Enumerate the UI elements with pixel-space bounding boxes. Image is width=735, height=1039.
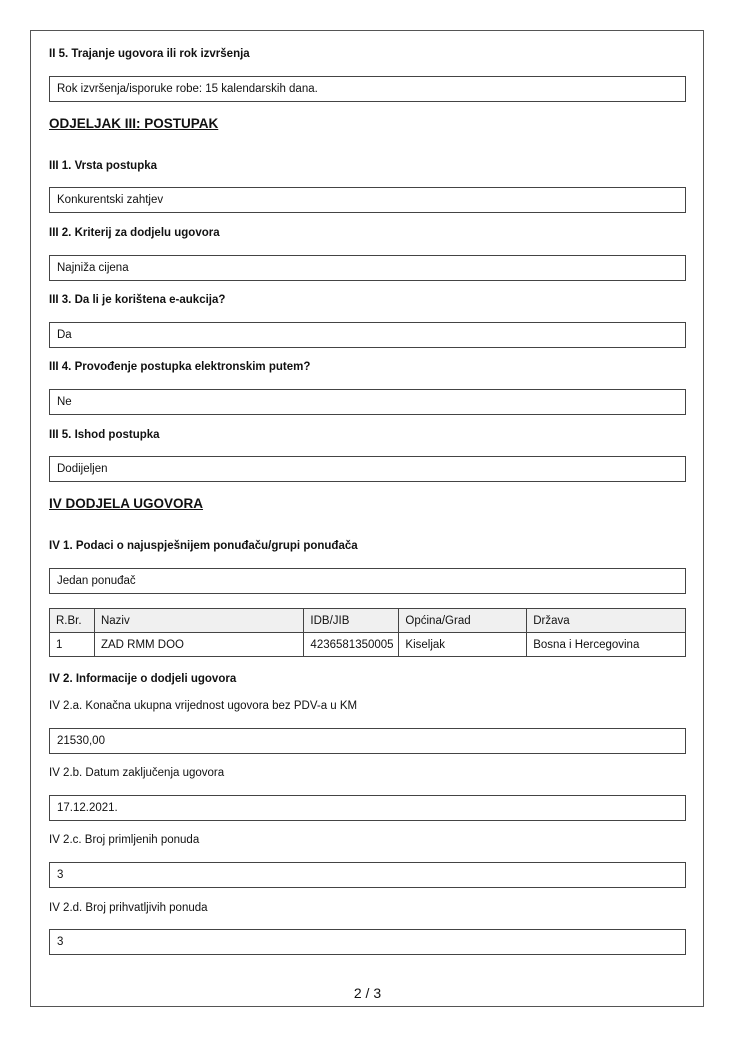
field-electronic: Ne <box>49 389 686 415</box>
table-cell: Kiseljak <box>399 633 527 657</box>
heading-award-criterion: III 2. Kriterij za dodjelu ugovora <box>49 227 220 239</box>
field-outcome: Dodijeljen <box>49 456 686 482</box>
heading-outcome: III 5. Ishod postupka <box>49 429 160 441</box>
section-title-award: IV DODJELA UGOVORA <box>49 496 204 511</box>
heading-electronic: III 4. Provođenje postupka elektronskim putem? <box>49 361 311 373</box>
table-header-cell: R.Br. <box>50 609 95 633</box>
table-cell: 1 <box>50 633 95 657</box>
heading-bidder: IV 1. Podaci o najuspješnijem ponuđaču/grupi ponuđača <box>49 540 358 552</box>
table-header-cell: Država <box>527 609 686 633</box>
table-header-cell: Naziv <box>94 609 303 633</box>
heading-procedure-type: III 1. Vrsta postupka <box>49 160 158 172</box>
field-award-criterion: Najniža cijena <box>49 255 686 281</box>
page-border <box>30 30 704 1007</box>
section-title-procedure: ODJELJAK III: POSTUPAK <box>49 116 219 131</box>
field-acceptable-bids: 3 <box>49 929 686 955</box>
heading-duration: II 5. Trajanje ugovora ili rok izvršenja <box>49 48 250 60</box>
page-number: 2 / 3 <box>353 985 382 1001</box>
table-row <box>50 633 686 657</box>
table-header-cell: IDB/JIB <box>304 609 399 633</box>
heading-award-info: IV 2. Informacije o dodjeli ugovora <box>49 673 237 685</box>
table-header-row <box>50 609 686 633</box>
field-received-bids: 3 <box>49 862 686 888</box>
label-contract-value: IV 2.a. Konačna ukupna vrijednost ugovora bez PDV-a u KM <box>49 700 358 712</box>
table-cell: 4236581350005 <box>304 633 399 657</box>
bidder-table <box>49 608 686 657</box>
label-contract-date: IV 2.b. Datum zaključenja ugovora <box>49 767 225 779</box>
field-duration: Rok izvršenja/isporuke robe: 15 kalendarskih dana. <box>49 76 686 102</box>
field-procedure-type: Konkurentski zahtjev <box>49 187 686 213</box>
label-received-bids: IV 2.c. Broj primljenih ponuda <box>49 834 200 846</box>
table-cell: ZAD RMM DOO <box>94 633 303 657</box>
field-contract-date: 17.12.2021. <box>49 795 686 821</box>
field-bidder: Jedan ponuđač <box>49 568 686 594</box>
field-e-auction: Da <box>49 322 686 348</box>
heading-e-auction: III 3. Da li je korištena e-aukcija? <box>49 294 226 306</box>
table-header-cell: Općina/Grad <box>399 609 527 633</box>
field-contract-value: 21530,00 <box>49 728 686 754</box>
table-cell: Bosna i Hercegovina <box>527 633 686 657</box>
label-acceptable-bids: IV 2.d. Broj prihvatljivih ponuda <box>49 902 208 914</box>
